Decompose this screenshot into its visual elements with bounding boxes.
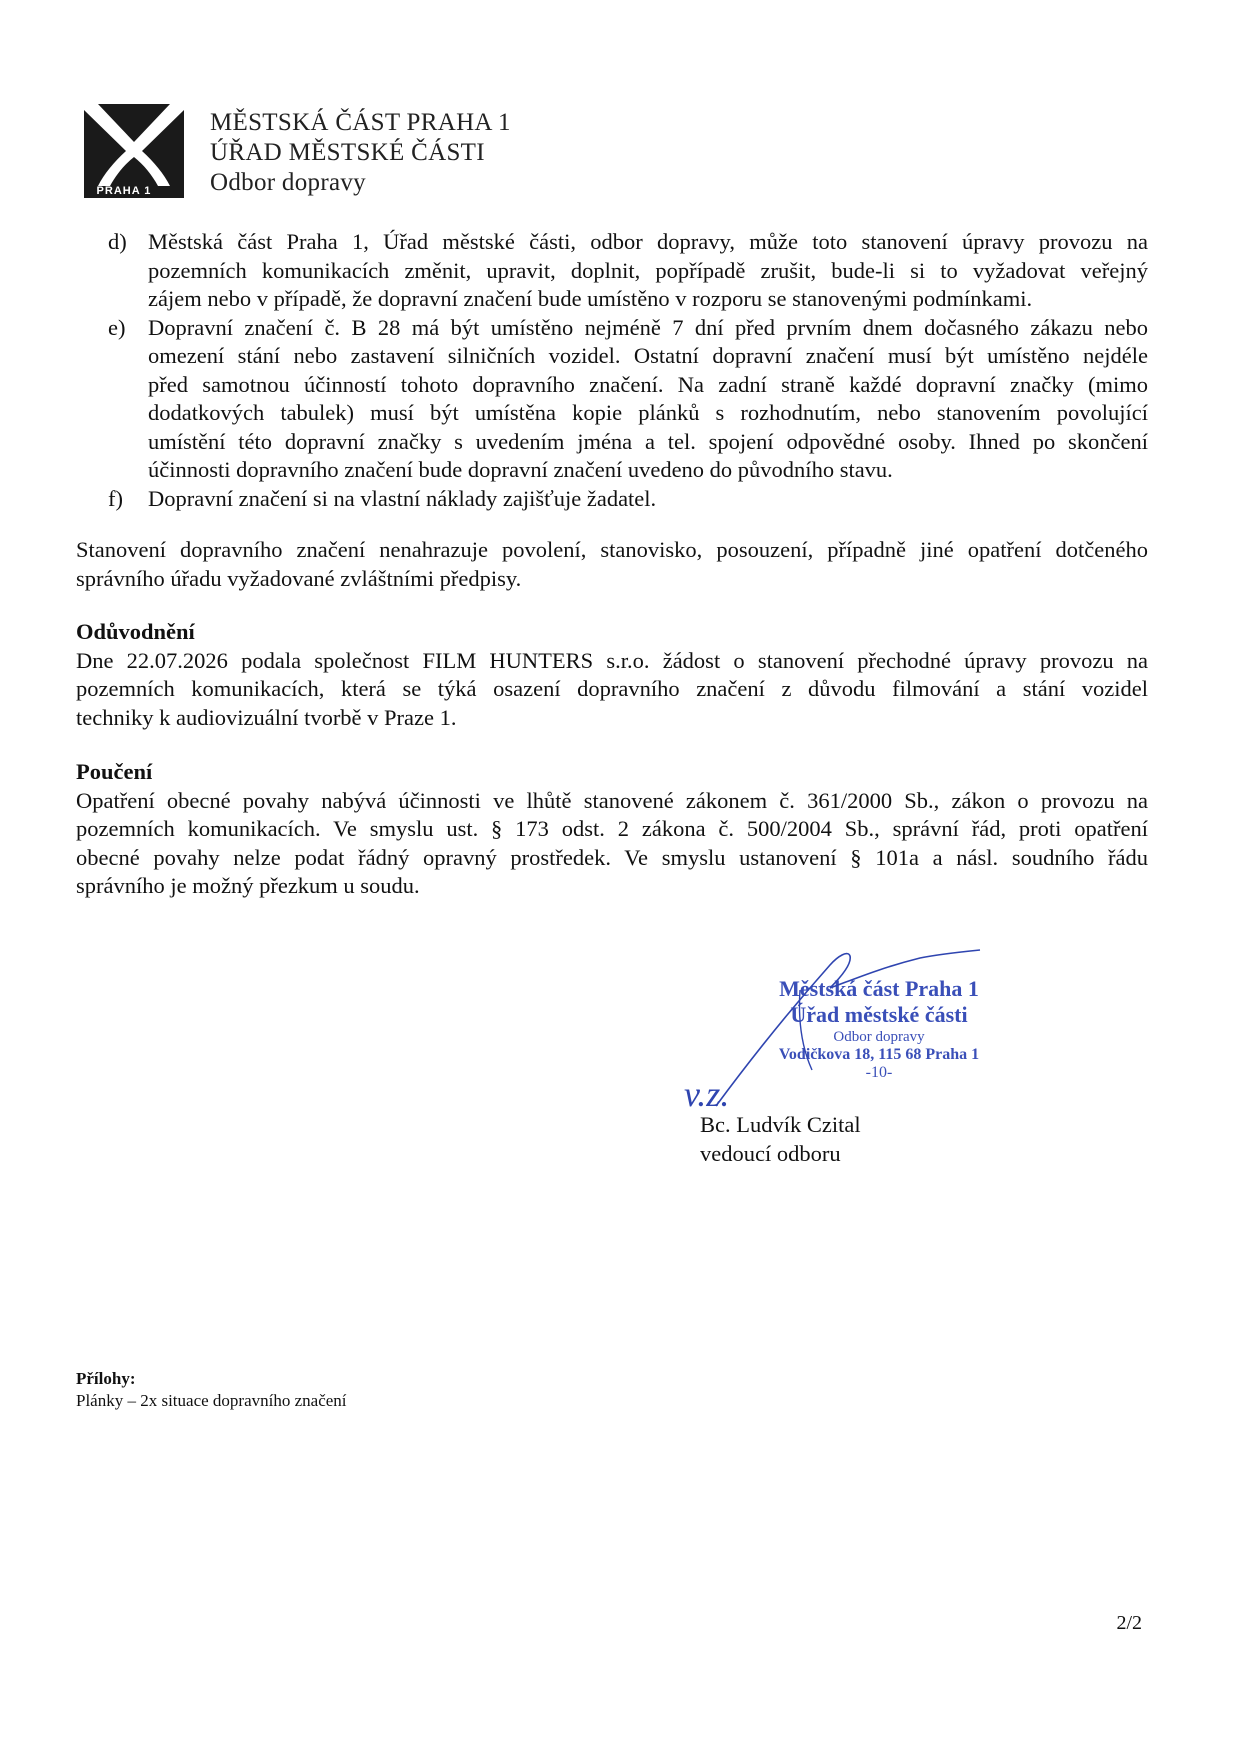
- handwritten-signature: [680, 930, 1020, 1130]
- paragraph-line: pozemních komunikacích. Ve smyslu ust. § 173 odst. 2 zákona č. 500/2004 Sb., správní řád, proti opatření: [76, 816, 1148, 841]
- item-text-line: zájem nebo v případě, že dopravní značení bude umístěno v rozporu se stanovenými podmínkami.: [148, 286, 1033, 311]
- paragraph-line: Dne 22.07.2026 podala společnost FILM HUNTERS s.r.o. žádost o stanovení přechodné úpravy provozu na: [76, 647, 1148, 673]
- office-header: [210, 108, 511, 198]
- item-text-line: dodatkových tabulek) musí být umístěna kopie plánků s rozhodnutím, nebo stanovením povolující: [148, 400, 1148, 425]
- stamp-line-department: Odbor dopravy: [833, 1029, 925, 1045]
- conditions-list: [108, 228, 1148, 513]
- item-text-line: umístění této dopravní značky s uvedením jména a tel. spojení odpovědné osoby. Ihned po skončení: [148, 428, 1148, 454]
- attachments-block: [76, 1368, 347, 1412]
- item-marker: f): [108, 485, 123, 511]
- signature-initials: v.z.: [684, 1074, 730, 1114]
- signer-block: [700, 1110, 861, 1168]
- item-marker: e): [108, 314, 126, 340]
- section-heading: Poučení: [76, 759, 153, 784]
- signer-role: vedoucí odboru: [700, 1141, 841, 1166]
- item-text-line: před samotnou účinností tohoto dopravního značení. Na zadní straně každé dopravní značky (mimo: [148, 371, 1148, 397]
- item-text-line: omezení stání nebo zastavení silničních vozidel. Ostatní dopravní značení musí být umístěno nejdéle: [148, 343, 1148, 368]
- condition-item-d: [108, 228, 1148, 314]
- paragraph-line: techniky k audiovizuální tvorbě v Praze 1.: [76, 704, 457, 730]
- header-line-office: ÚŘAD MĚSTSKÉ ČÁSTI: [210, 139, 485, 166]
- item-marker: d): [108, 229, 127, 254]
- section-heading: Odůvodnění: [76, 619, 195, 644]
- paragraph-line: správního je možný přezkum u soudu.: [76, 873, 420, 898]
- signer-name: Bc. Ludvík Czital: [700, 1112, 861, 1137]
- condition-item-e: [108, 314, 1148, 485]
- paragraph-line: Stanovení dopravního značení nenahrazuje povolení, stanovisko, posouzení, případně jiné opatření dotčeného: [76, 537, 1148, 562]
- item-text-line: Dopravní značení si na vlastní náklady zajišťuje žadatel.: [148, 485, 657, 511]
- paragraph-line: pozemních komunikacích, která se týká osazení dopravního značení z důvodu filmování a stání vozidel: [76, 676, 1148, 701]
- item-text-line: Městská část Praha 1, Úřad městské části, odbor dopravy, může toto stanovení úpravy provozu na: [148, 229, 1148, 254]
- pouceni-section: [76, 758, 1148, 901]
- condition-item-f: [108, 485, 1148, 514]
- stanoveni-paragraph: [76, 536, 1148, 593]
- attachments-text: Plánky – 2x situace dopravního značení: [76, 1391, 347, 1410]
- praha1-logo: [84, 104, 184, 198]
- stamp-line-municipality: Městská část Praha 1: [779, 976, 979, 1001]
- item-text-line: účinnosti dopravního značení bude dopravní značení uvedeno do původního stavu.: [148, 457, 893, 482]
- header-line-municipality: MĚSTSKÁ ČÁST PRAHA 1: [210, 109, 511, 136]
- header-line-department: Odbor dopravy: [210, 169, 366, 196]
- item-text-line: Dopravní značení č. B 28 má být umístěno nejméně 7 dní před prvním dnem dočasného zákazu nebo: [148, 314, 1148, 340]
- paragraph-line: správního úřadu vyžadované zvláštními předpisy.: [76, 565, 522, 591]
- item-text-line: pozemních komunikacích změnit, upravit, doplnit, popřípadě zrušit, bude-li si to vyžadovat veřejný: [148, 257, 1148, 283]
- attachments-title: Přílohy:: [76, 1369, 136, 1388]
- stamp-line-address: Vodičkova 18, 115 68 Praha 1: [778, 1046, 980, 1063]
- page-number: 2/2: [1116, 1612, 1142, 1634]
- stamp-line-office: Úřad městské části: [790, 1002, 968, 1027]
- logo-label: PRAHA 1: [96, 185, 152, 197]
- paragraph-line: obecné povahy nelze podat řádný opravný prostředek. Ve smyslu ustanovení § 101a a násl. soudního řádu: [76, 844, 1148, 870]
- paragraph-line: Opatření obecné povahy nabývá účinnosti ve lhůtě stanovené zákonem č. 361/2000 Sb., zákon o provozu na: [76, 787, 1148, 813]
- oduvodneni-section: [76, 618, 1148, 732]
- stamp-line-number: -10-: [865, 1064, 893, 1081]
